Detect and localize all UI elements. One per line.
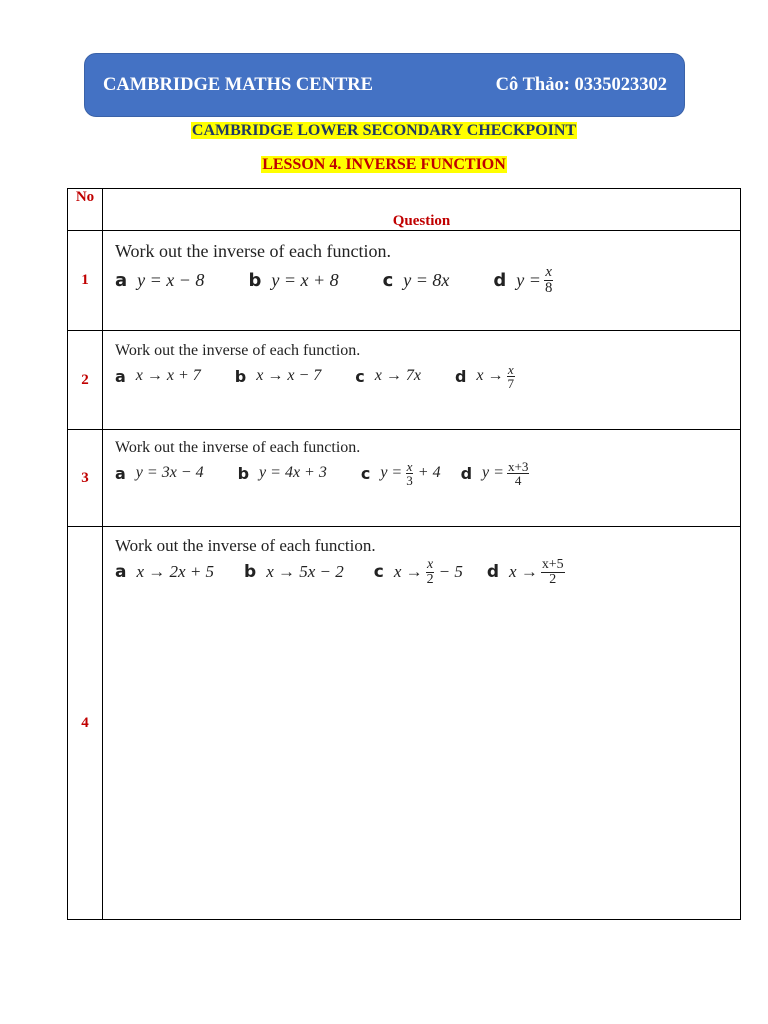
fraction-denominator: 2 xyxy=(426,571,434,587)
function-parts xyxy=(115,363,515,390)
question-row xyxy=(68,331,741,430)
function-expression: y = x + 8 xyxy=(271,269,339,290)
fraction-numerator: x+3 xyxy=(507,458,529,474)
lesson-title-text: LESSON 4. INVERSE FUNCTION xyxy=(262,156,506,173)
fraction xyxy=(426,558,435,587)
part-label: c xyxy=(355,366,365,386)
function-part xyxy=(455,363,515,390)
question-row xyxy=(68,527,741,920)
function-part xyxy=(235,367,321,386)
centre-name: CAMBRIDGE MATHS CENTRE xyxy=(103,75,373,95)
question-number: 2 xyxy=(68,331,103,430)
question-number: 3 xyxy=(68,430,103,527)
question-cell xyxy=(103,430,741,527)
function-part xyxy=(355,367,421,386)
expression-tail: − 5 xyxy=(438,562,463,582)
fraction-numerator: x xyxy=(427,556,434,572)
fraction-denominator: 3 xyxy=(406,472,413,488)
part-label: a xyxy=(115,463,126,483)
part-label: c xyxy=(360,463,371,483)
column-header-no: No xyxy=(68,189,103,231)
function-part xyxy=(244,562,344,582)
function-part xyxy=(374,558,463,587)
function-part xyxy=(115,270,204,291)
part-label: c xyxy=(382,269,394,291)
fraction-denominator: 8 xyxy=(544,279,553,296)
question-table xyxy=(67,188,741,920)
expression-tail: + 4 xyxy=(417,464,441,482)
question-row xyxy=(68,231,741,331)
fraction-numerator: x xyxy=(406,458,413,474)
function-part xyxy=(115,367,201,386)
function-expression: y = 8x xyxy=(403,269,450,290)
course-title xyxy=(0,122,768,140)
function-expression: y = xyxy=(380,464,403,482)
part-label: a xyxy=(115,269,128,291)
function-expression: y = xyxy=(516,269,541,290)
function-part xyxy=(487,558,565,587)
function-expression: x → x + 7 xyxy=(135,367,201,385)
function-part xyxy=(248,270,338,291)
instruction-text: Work out the inverse of each function. xyxy=(115,439,361,457)
function-expression: x → xyxy=(393,562,423,582)
part-label: a xyxy=(115,562,127,583)
function-expression: y = x − 8 xyxy=(137,269,205,290)
function-parts xyxy=(115,265,553,296)
function-expression: x → xyxy=(476,367,504,385)
part-label: d xyxy=(460,463,473,483)
function-expression: y = xyxy=(482,464,504,482)
column-header-question: Question xyxy=(103,189,741,231)
function-part xyxy=(383,270,450,291)
function-part xyxy=(115,562,214,582)
fraction xyxy=(507,460,530,487)
function-parts xyxy=(115,460,529,487)
instruction-text: Work out the inverse of each function. xyxy=(115,240,391,261)
part-label: d xyxy=(486,562,500,583)
function-part xyxy=(461,460,530,487)
fraction xyxy=(405,460,414,487)
fraction xyxy=(544,265,553,296)
fraction-numerator: x xyxy=(507,361,514,377)
instruction-text: Work out the inverse of each function. xyxy=(115,536,376,556)
fraction-numerator: x xyxy=(545,263,552,280)
function-expression: x → 7x xyxy=(374,367,421,385)
function-parts xyxy=(115,558,565,587)
function-expression: y = 4x + 3 xyxy=(259,464,327,482)
function-expression: y = 3x − 4 xyxy=(135,464,204,482)
question-cell xyxy=(103,231,741,331)
fraction-denominator: 2 xyxy=(549,571,557,587)
part-label: a xyxy=(115,366,126,386)
function-expression: x → xyxy=(509,562,538,582)
part-label: b xyxy=(248,269,262,291)
teacher-contact: Cô Thảo: 0335023302 xyxy=(495,75,667,95)
question-row xyxy=(68,430,741,527)
part-label: b xyxy=(234,366,247,386)
part-label: b xyxy=(237,463,250,483)
part-label: d xyxy=(454,366,467,386)
question-cell xyxy=(103,331,741,430)
function-part xyxy=(493,265,553,296)
fraction xyxy=(507,363,516,390)
function-expression: x → 5x − 2 xyxy=(266,562,344,582)
question-number: 1 xyxy=(68,231,103,331)
function-expression: x → 2x + 5 xyxy=(136,562,215,582)
part-label: d xyxy=(493,269,507,291)
question-cell xyxy=(103,527,741,920)
function-part xyxy=(361,460,441,487)
function-part xyxy=(115,464,204,483)
part-label: b xyxy=(244,562,257,583)
fraction-denominator: 4 xyxy=(514,472,522,488)
function-expression: x → x − 7 xyxy=(256,367,322,385)
instruction-text: Work out the inverse of each function. xyxy=(115,342,361,360)
function-part xyxy=(238,464,327,483)
lesson-title xyxy=(0,156,768,174)
table-header-row xyxy=(68,189,741,231)
course-title-text: CAMBRIDGE LOWER SECONDARY CHECKPOINT xyxy=(191,122,577,139)
fraction xyxy=(541,558,565,587)
question-number: 4 xyxy=(68,527,103,920)
fraction-denominator: 7 xyxy=(507,375,515,391)
part-label: c xyxy=(373,562,384,583)
fraction-numerator: x+5 xyxy=(541,556,564,572)
header-banner xyxy=(84,53,685,117)
